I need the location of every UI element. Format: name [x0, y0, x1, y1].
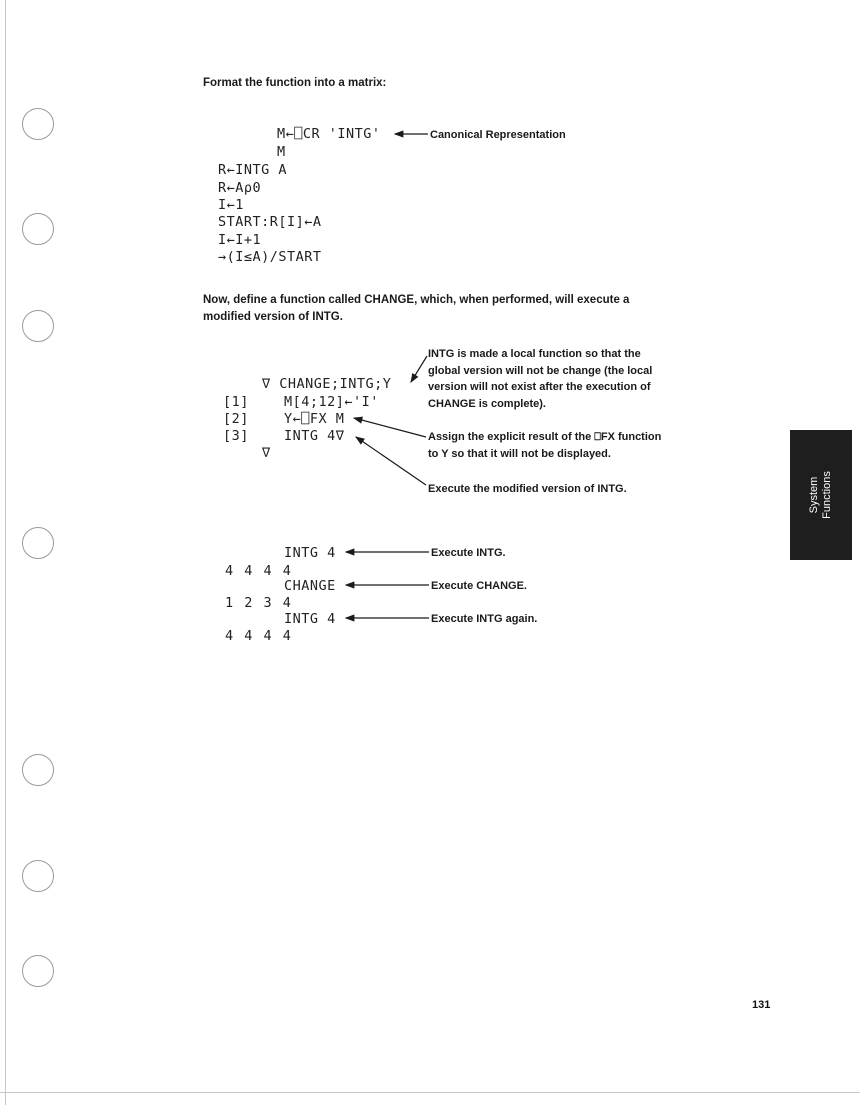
line-number-3: [3]	[223, 428, 249, 444]
session-cmd-3: INTG 4	[284, 611, 336, 627]
session-out-2: 1 2 3 4	[225, 595, 292, 611]
execute-modified-annotation: Execute the modified version of INTG.	[428, 483, 627, 495]
local-function-annotation: INTG is made a local function so that the global version will not be change (the local version will not exist after the execution of CHANGE is complete).	[428, 348, 653, 410]
change-line-3: INTG 4∇	[284, 428, 345, 444]
execute-intg-annotation: Execute INTG.	[431, 547, 506, 559]
line-number-2: [2]	[223, 411, 249, 427]
code-line-5: I←1	[218, 197, 244, 213]
session-cmd-2: CHANGE	[284, 578, 336, 594]
change-line-1: M[4;12]←'I'	[284, 394, 379, 410]
execute-change-annotation: Execute CHANGE.	[431, 580, 527, 592]
change-header: ∇ CHANGE;INTG;Y	[262, 376, 392, 392]
paragraph-change: Now, define a function called CHANGE, which, when performed, will execute a modified version of INTG.	[203, 294, 630, 323]
session-out-3: 4 4 4 4	[225, 628, 292, 644]
execute-intg-again-annotation: Execute INTG again.	[431, 613, 538, 625]
assign-annotation: Assign the explicit result of the ⎕FX function to Y so that it will not be displayed.	[428, 431, 662, 460]
arrow-local	[411, 356, 427, 382]
session-cmd-1: INTG 4	[284, 545, 336, 561]
code-line-1: M←⎕CR 'INTG'	[277, 126, 381, 142]
page-number: 131	[752, 999, 771, 1011]
canonical-annotation: Canonical Representation	[430, 129, 566, 141]
code-line-8: →(I≤A)/START	[218, 249, 322, 265]
section-tab	[790, 430, 852, 560]
section-tab-label: System Functions	[808, 471, 833, 519]
session-out-1: 4 4 4 4	[225, 563, 292, 579]
arrow-assign	[354, 418, 426, 437]
arrow-execute-modified	[356, 437, 426, 485]
code-line-4: R←A⍴0	[218, 180, 262, 196]
code-line-6: START:R[I]←A	[218, 214, 322, 230]
code-line-7: I←I+1	[218, 232, 262, 248]
code-line-3: R←INTG A	[218, 162, 288, 178]
line-number-1: [1]	[223, 394, 249, 410]
code-line-2: M	[277, 144, 286, 160]
change-closing-del: ∇	[262, 445, 271, 461]
change-line-2: Y←⎕FX M	[284, 411, 345, 427]
intro-text: Format the function into a matrix:	[203, 77, 387, 89]
